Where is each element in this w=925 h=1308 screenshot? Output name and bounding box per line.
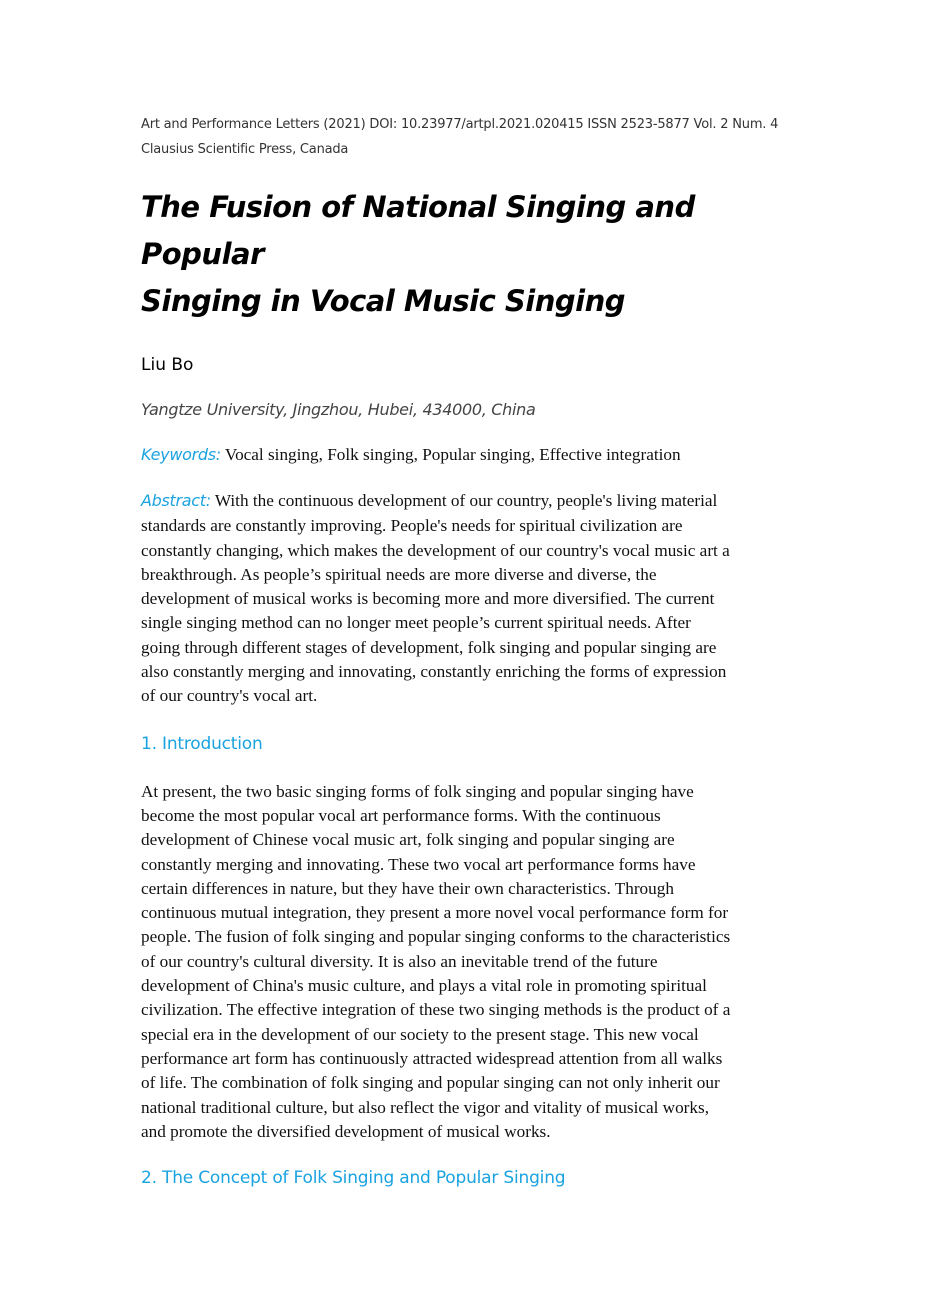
abstract-block xyxy=(141,489,791,709)
keywords-block xyxy=(141,443,791,468)
paragraph-line: development of Chinese vocal music art, folk singing and popular singing are xyxy=(141,830,675,850)
introduction-paragraph xyxy=(141,780,791,1144)
section-heading-concept: 2. The Concept of Folk Singing and Popular Singing xyxy=(141,1168,566,1189)
paragraph-line: and promote the diversified development of musical works. xyxy=(141,1121,551,1141)
abstract-line: breakthrough. As people’s spiritual needs are more diverse and diverse, the xyxy=(141,564,657,584)
abstract-line: With the continuous development of our country, people's living material xyxy=(214,491,718,510)
journal-citation: Art and Performance Letters (2021) DOI: 10.23977/artpl.2021.020415 ISSN 2523-5877 Vol. 2 Num. 4 xyxy=(141,117,779,132)
journal-header xyxy=(141,112,791,162)
paragraph-line: people. The fusion of folk singing and popular singing conforms to the characteristics xyxy=(141,927,731,947)
paper-title xyxy=(141,184,791,325)
abstract-line: also constantly merging and innovating, constantly enriching the forms of expression xyxy=(141,662,727,682)
author-affiliation: Yangtze University, Jingzhou, Hubei, 434000, China xyxy=(141,400,536,419)
document-page xyxy=(141,112,791,1190)
paragraph-line: At present, the two basic singing forms of folk singing and popular singing have xyxy=(141,781,694,801)
publisher-line: Clausius Scientific Press, Canada xyxy=(141,142,349,157)
paragraph-line: performance art form has continuously attracted widespread attention from all walks xyxy=(141,1048,723,1068)
keywords-text: Vocal singing, Folk singing, Popular singing, Effective integration xyxy=(224,445,681,464)
paragraph-line: continuous mutual integration, they present a more novel vocal performance form for xyxy=(141,903,729,923)
paragraph-line: civilization. The effective integration of these two singing methods is the product of a xyxy=(141,1000,731,1020)
abstract-line: single singing method can no longer meet people’s current spiritual needs. After xyxy=(141,613,691,633)
abstract-line: of our country's vocal art. xyxy=(141,686,318,706)
paragraph-line: national traditional culture, but also reflect the vigor and vitality of musical works, xyxy=(141,1097,709,1117)
keywords-label: Keywords: xyxy=(141,445,221,464)
paragraph-line: of life. The combination of folk singing and popular singing can not only inherit our xyxy=(141,1073,720,1093)
section-heading-introduction: 1. Introduction xyxy=(141,733,263,754)
paragraph-line: become the most popular vocal art performance forms. With the continuous xyxy=(141,805,661,825)
paragraph-line: certain differences in nature, but they have their own characteristics. Through xyxy=(141,878,674,898)
paragraph-line: constantly merging and innovating. These two vocal art performance forms have xyxy=(141,854,696,874)
author-name: Liu Bo xyxy=(141,355,194,375)
paper-title-line: Singing in Vocal Music Singing xyxy=(141,284,625,318)
abstract-line: constantly changing, which makes the development of our country's vocal music art a xyxy=(141,540,730,560)
paragraph-line: of our country's cultural diversity. It is also an inevitable trend of the future xyxy=(141,951,658,971)
abstract-line: development of musical works is becoming more and more diversified. The current xyxy=(141,589,715,609)
paper-title-line: The Fusion of National Singing and Popular xyxy=(141,190,695,271)
paragraph-line: special era in the development of our society to the present stage. This new vocal xyxy=(141,1024,699,1044)
abstract-label: Abstract: xyxy=(141,491,211,510)
abstract-line: standards are constantly improving. People's needs for spiritual civilization are xyxy=(141,516,683,536)
paragraph-line: development of China's music culture, and plays a vital role in promoting spiritual xyxy=(141,976,707,996)
abstract-line: going through different stages of development, folk singing and popular singing are xyxy=(141,637,717,657)
